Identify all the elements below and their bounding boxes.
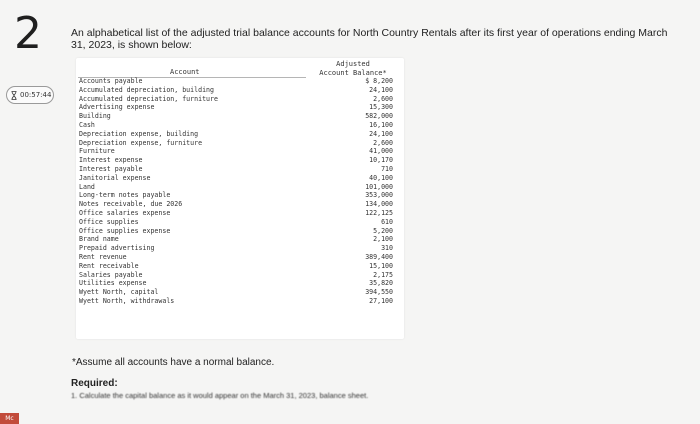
table-row — [79, 86, 401, 95]
table-row — [79, 174, 401, 183]
account-name: Long-term notes payable — [79, 191, 171, 200]
account-name: Janitorial expense — [79, 173, 151, 182]
table-row — [79, 95, 401, 104]
table-row — [79, 227, 401, 236]
account-name: Rent revenue — [79, 252, 127, 261]
table-row — [79, 103, 401, 112]
account-amount: 353,000 — [365, 191, 393, 200]
account-name: Brand name — [79, 235, 119, 244]
timer-badge — [6, 86, 54, 104]
account-amount: 2,175 — [373, 270, 393, 279]
table-row — [79, 218, 401, 227]
account-name: Prepaid advertising — [79, 244, 155, 253]
account-name: Office supplies expense — [79, 226, 171, 235]
table-row — [79, 235, 401, 244]
account-amount: 5,200 — [373, 226, 393, 235]
mc-badge: Mc — [0, 413, 19, 424]
account-name: Building — [79, 112, 111, 121]
account-amount: 10,170 — [369, 156, 393, 165]
account-name: Notes receivable, due 2026 — [79, 200, 183, 209]
table-row — [79, 253, 401, 262]
account-name: Utilities expense — [79, 279, 147, 288]
account-name: Office salaries expense — [79, 208, 171, 217]
hourglass-icon — [11, 91, 17, 100]
table-row — [79, 165, 401, 174]
table-row — [79, 147, 401, 156]
table-row — [79, 209, 401, 218]
account-name: Wyett North, withdrawals — [79, 296, 175, 305]
account-name: Accumulated depreciation, building — [79, 85, 214, 94]
account-name: Cash — [79, 120, 95, 129]
account-amount: 27,100 — [369, 296, 393, 305]
account-amount: 24,100 — [369, 85, 393, 94]
question-intro: An alphabetical list of the adjusted trial balance accounts for North Country Rentals after its first year of operations ending March 31, 2023, is shown below: — [71, 27, 668, 51]
account-name: Interest payable — [79, 164, 143, 173]
account-name: Furniture — [79, 147, 115, 156]
account-name: Accounts payable — [79, 77, 143, 85]
account-amount: 710 — [381, 164, 393, 173]
account-amount: 40,100 — [369, 173, 393, 182]
required-label: Required: — [71, 378, 118, 389]
header-account: Account — [170, 68, 200, 76]
table-row — [79, 244, 401, 253]
account-name: Wyett North, capital — [79, 288, 159, 297]
account-name: Office supplies — [79, 217, 139, 226]
account-name: Accumulated depreciation, furniture — [79, 94, 218, 103]
account-name: Interest expense — [79, 156, 143, 165]
account-amount: 101,000 — [365, 182, 393, 191]
account-name: Rent receivable — [79, 261, 139, 270]
account-amount: $ 8,200 — [365, 77, 393, 85]
account-amount: 2,100 — [373, 235, 393, 244]
account-amount: 310 — [381, 244, 393, 253]
account-amount: 16,100 — [369, 120, 393, 129]
header-balance-line2: Account Balance* — [319, 69, 387, 77]
table-row — [79, 139, 401, 148]
account-amount: 122,125 — [365, 208, 393, 217]
table-row — [79, 121, 401, 130]
table-row — [79, 200, 401, 209]
account-amount: 582,000 — [365, 112, 393, 121]
table-row — [79, 156, 401, 165]
account-name: Depreciation expense, furniture — [79, 138, 203, 147]
required-item: 1. Calculate the capital balance as it would appear on the March 31, 2023, balance sheet. — [71, 391, 369, 400]
account-amount: 610 — [381, 217, 393, 226]
account-amount: 394,550 — [365, 288, 393, 297]
account-amount: 389,400 — [365, 252, 393, 261]
account-name: Advertising expense — [79, 103, 155, 112]
table-row — [79, 297, 401, 306]
account-name: Land — [79, 182, 95, 191]
account-name: Salaries payable — [79, 270, 143, 279]
account-amount: 15,300 — [369, 103, 393, 112]
account-amount: 134,000 — [365, 200, 393, 209]
table-row — [79, 288, 401, 297]
table-row — [79, 130, 401, 139]
table-row — [79, 262, 401, 271]
table-row — [79, 191, 401, 200]
account-amount: 35,820 — [369, 279, 393, 288]
question-number: 2 — [14, 8, 42, 59]
table-row — [79, 77, 401, 86]
table-row — [79, 271, 401, 280]
account-amount: 2,600 — [373, 138, 393, 147]
footnote: *Assume all accounts have a normal balance. — [72, 357, 275, 368]
timer-text: 00:57:44 — [20, 91, 52, 99]
account-amount: 41,000 — [369, 147, 393, 156]
trial-balance-table — [76, 58, 404, 339]
account-amount: 15,100 — [369, 261, 393, 270]
account-amount: 2,600 — [373, 94, 393, 103]
account-name: Depreciation expense, building — [79, 129, 199, 138]
header-balance — [308, 60, 398, 78]
header-balance-line1: Adjusted — [336, 60, 370, 68]
table-rows — [79, 77, 401, 306]
table-row — [79, 279, 401, 288]
table-row — [79, 183, 401, 192]
table-row — [79, 112, 401, 121]
account-amount: 24,100 — [369, 129, 393, 138]
